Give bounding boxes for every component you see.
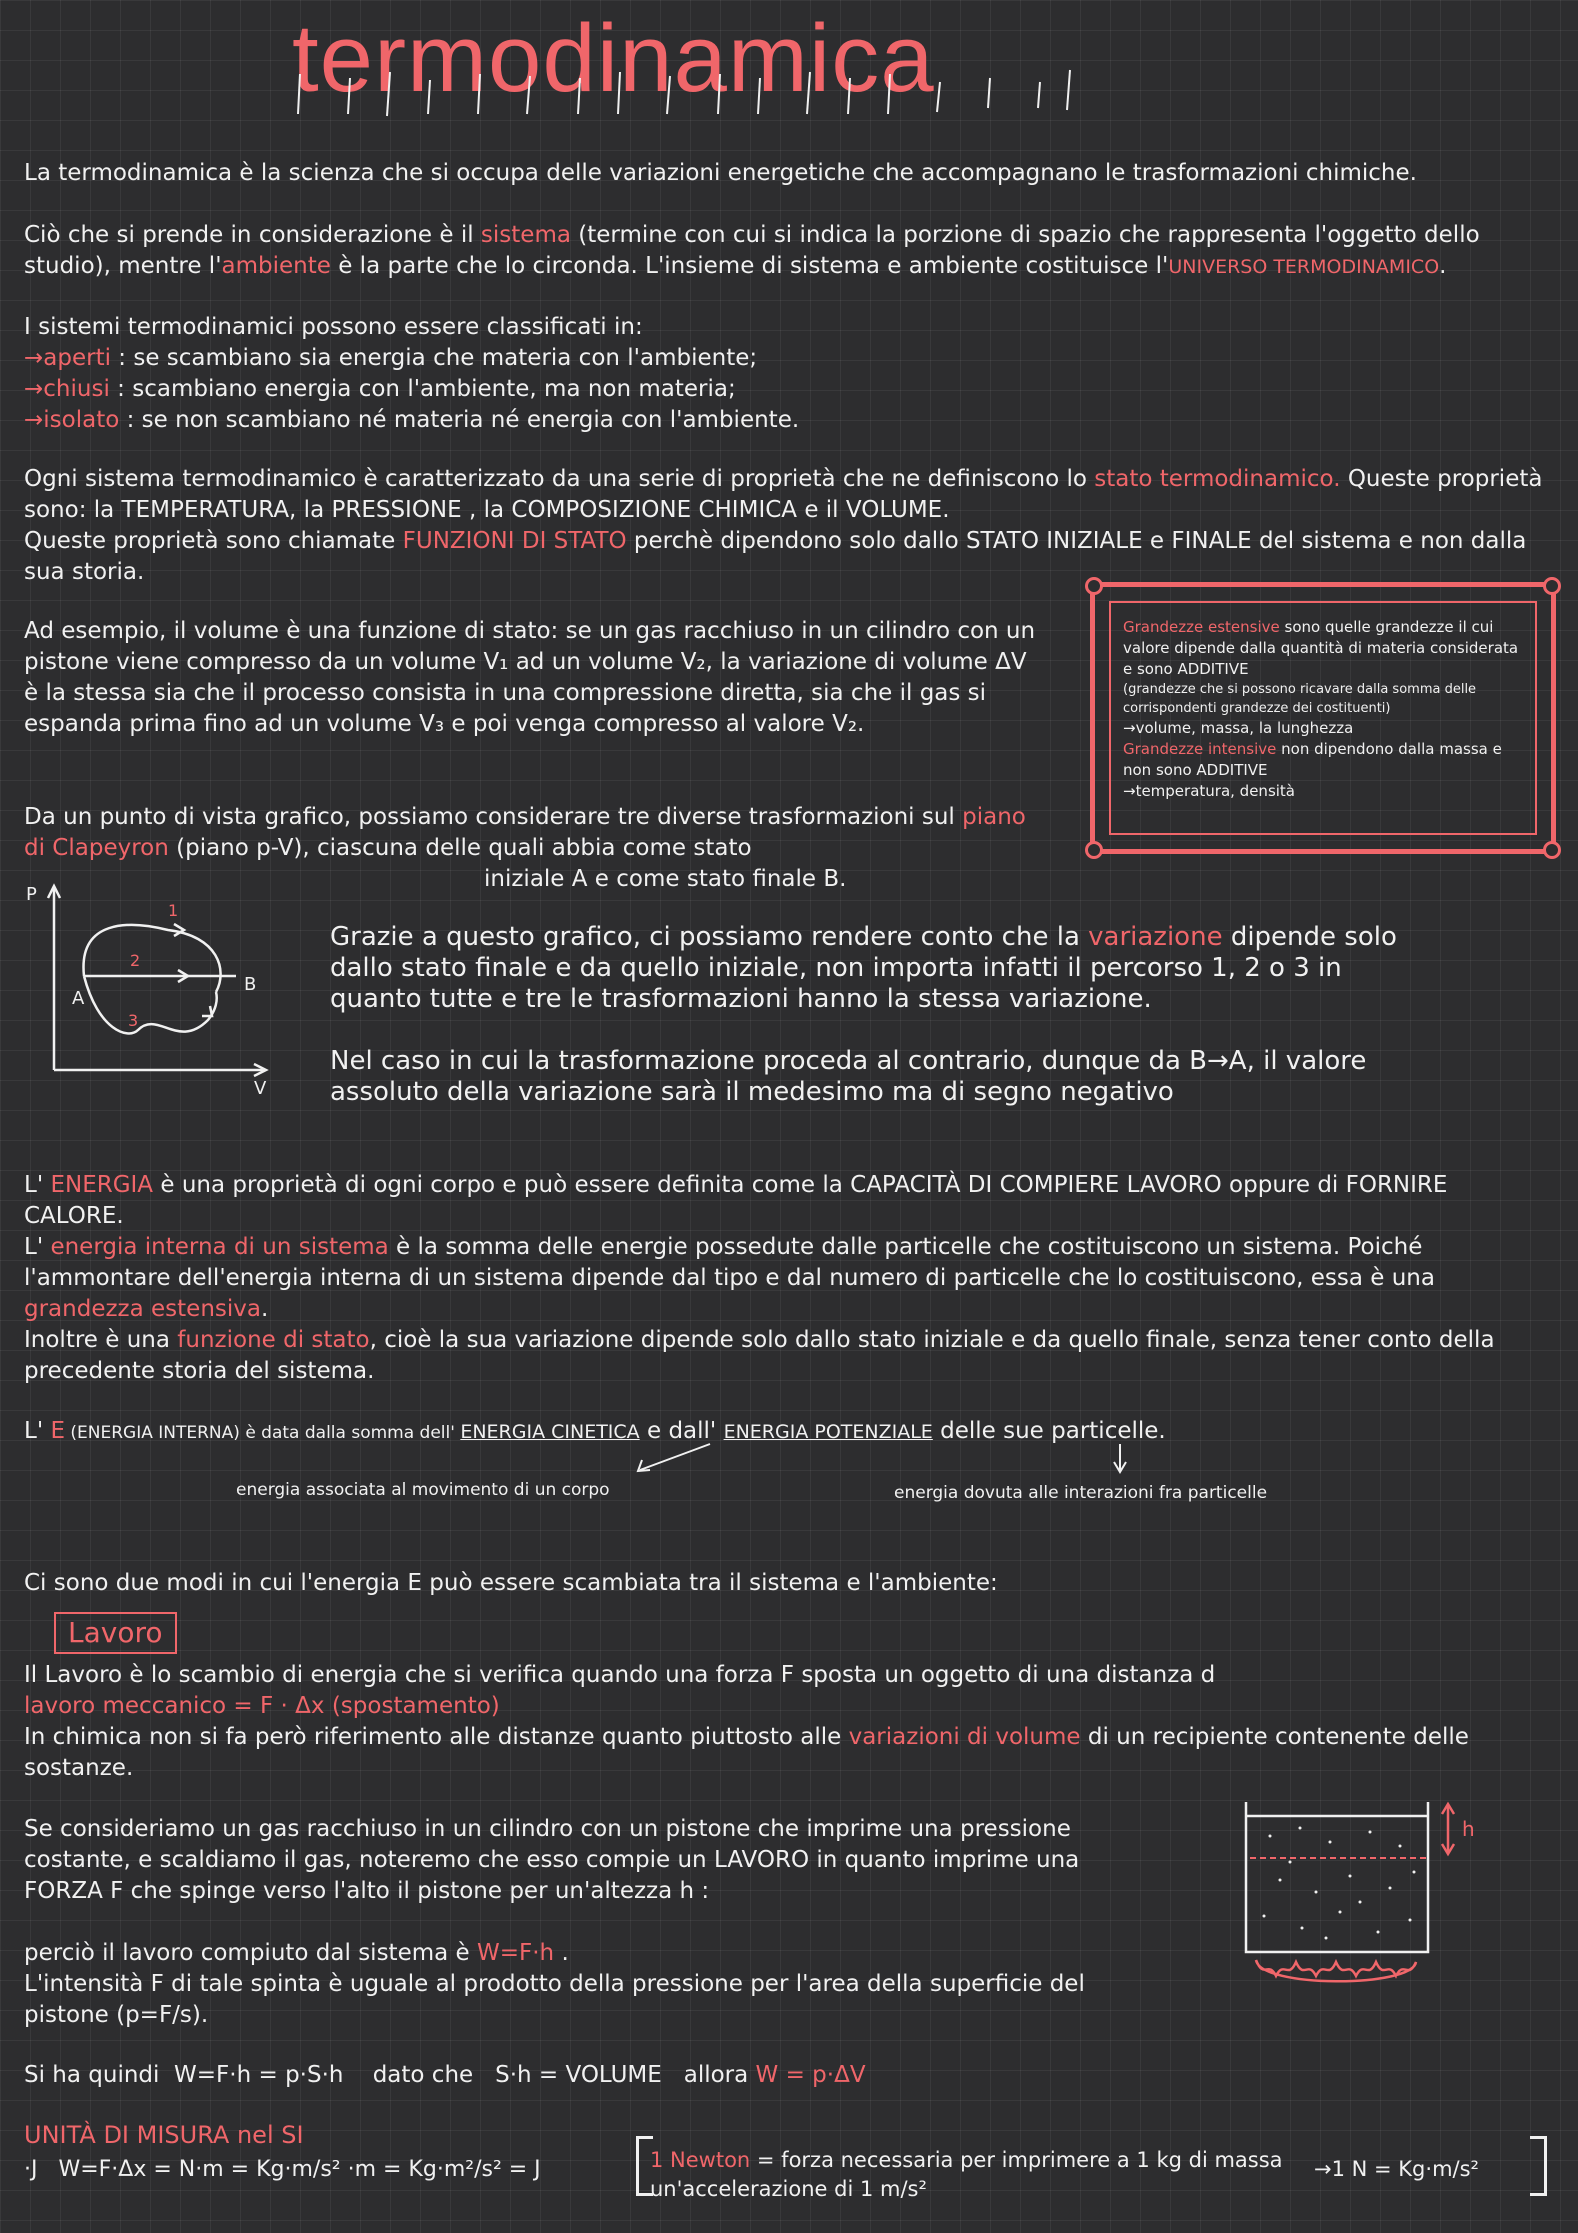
heat-flame xyxy=(1256,1960,1416,1981)
grandezze-box xyxy=(1090,582,1556,854)
box-corner xyxy=(1543,841,1561,859)
bracket-right xyxy=(1530,2136,1547,2196)
term-stato: stato termodinamico. xyxy=(1094,466,1341,492)
text: delle sue particelle. xyxy=(932,1418,1166,1444)
potential-note: energia dovuta alle interazioni fra particelle xyxy=(894,1483,1268,1503)
chemistry-work-paragraph xyxy=(24,1722,1554,1784)
text: è una proprietà di ogni corpo e può essere definita come la CAPACITÀ DI COMPIERE LAVORO oppure di FORNIRE CALORE. xyxy=(24,1172,1455,1229)
text: Queste proprietà sono: la TEMPERATURA, la PRESSIONE , la COMPOSIZIONE CHIMICA e il VOLUME. xyxy=(24,466,1550,523)
text: di un recipiente contenente delle sostanze. xyxy=(24,1724,1477,1781)
term-funzioni: FUNZIONI DI STATO xyxy=(402,528,627,554)
path-1 xyxy=(84,925,221,992)
intro-text: La termodinamica è la scienza che si occupa delle variazioni energetiche che accompagnano le trasformazioni chimiche. xyxy=(24,160,1417,186)
graph-paragraph xyxy=(24,802,1048,864)
kinetic-note: energia associata al movimento di un corpo xyxy=(236,1480,610,1500)
work-result xyxy=(24,1938,1138,1969)
term-cinetica: ENERGIA CINETICA xyxy=(460,1421,640,1443)
internal-energy-paragraph xyxy=(24,1232,1554,1325)
text: L' xyxy=(24,1172,51,1198)
term-ambiente: ambiente xyxy=(221,253,331,279)
cylinder xyxy=(1246,1802,1428,1952)
piston-diagram xyxy=(1240,1792,1480,1992)
text: (piano p-V), ciascuna delle quali abbia come stato xyxy=(168,835,752,861)
system-paragraph xyxy=(24,220,1554,283)
box-corner xyxy=(1085,841,1103,859)
piston-paragraph: Se consideriamo un gas racchiuso in un cilindro con un pistone che imprime una pressione costante, e scaldiamo il gas, noteremo che esso compie un LAVORO in quanto imprime una FORZA F che spinge verso l'alto il pistone per un'altezza h : xyxy=(24,1816,1087,1904)
type-item xyxy=(24,374,1554,405)
title-decoration xyxy=(290,64,1080,124)
work-volume-formula xyxy=(24,2060,1554,2091)
text: L' xyxy=(24,1418,51,1444)
point-b-label: B xyxy=(244,974,257,995)
work-definition: Il Lavoro è lo scambio di energia che si verifica quando una forza F sposta un oggetto di una distanza d xyxy=(24,1662,1216,1688)
text: Grazie a questo grafico, ci possiamo rendere conto che la xyxy=(330,922,1089,952)
type-item xyxy=(24,343,1554,374)
path-3 xyxy=(84,976,217,1033)
text: In chimica non si fa però riferimento alle distanze quanto piuttosto alle xyxy=(24,1724,849,1750)
type-desc: : se non scambiano né materia né energia con l'ambiente. xyxy=(119,407,800,433)
formula-pdv: W = p·ΔV xyxy=(755,2062,866,2088)
type-item xyxy=(24,405,1554,436)
text: dipende solo dallo stato finale e da quello iniziale, non importa infatti il percorso 1, 2 o 3 in quanto tutte e tre le trasformazioni hanno la stessa variazione. xyxy=(330,922,1406,1014)
mechanical-work-formula: lavoro meccanico = F · Δx (spostamento) xyxy=(24,1693,500,1719)
units-heading: UNITÀ DI MISURA nel SI xyxy=(24,2121,304,2149)
text: . xyxy=(261,1296,269,1322)
text: = forza necessaria per imprimere a 1 kg di massa un'accelerazione di 1 m/s² xyxy=(650,2148,1290,2201)
text: sono quelle grandezze il cui valore dipende dalla quantità di materia considerata e sono ADDITIVE xyxy=(1123,618,1519,678)
type-name: →chiusi xyxy=(24,376,110,402)
text: e dall' xyxy=(639,1418,724,1444)
term-energia: ENERGIA xyxy=(50,1172,154,1198)
box-line xyxy=(1123,617,1523,680)
formula-w: W=F·h xyxy=(477,1940,555,1966)
text: Ogni sistema termodinamico è caratterizzato da una serie di proprietà che ne definiscono lo xyxy=(24,466,1095,492)
box-corner xyxy=(1543,577,1561,595)
lavoro-heading: Lavoro xyxy=(54,1612,177,1654)
type-name: →isolato xyxy=(24,407,120,433)
box-line: →volume, massa, la lunghezza xyxy=(1123,719,1354,737)
classification-intro: I sistemi termodinamici possono essere classificati in: xyxy=(24,314,643,340)
point-a-label: A xyxy=(72,988,85,1009)
graph-explanation xyxy=(330,922,1428,1015)
newton-definition xyxy=(650,2146,1296,2204)
box-content xyxy=(1109,601,1537,835)
text: Da un punto di vista grafico, possiamo considerare tre diverse trasformazioni sul xyxy=(24,804,963,830)
term-intensive: Grandezze intensive xyxy=(1123,740,1277,758)
term-potenziale: ENERGIA POTENZIALE xyxy=(723,1421,933,1443)
y-axis-label: P xyxy=(26,884,37,905)
term-energia-interna: energia interna di un sistema xyxy=(50,1234,389,1260)
box-corner xyxy=(1085,577,1103,595)
path-3-label: 3 xyxy=(128,1011,139,1030)
page-title: termodinamica xyxy=(292,5,935,112)
term-universo: UNIVERSO TERMODINAMICO xyxy=(1168,256,1440,278)
newton-equation: →1 N = Kg·m/s² xyxy=(1314,2157,1479,2181)
path-1-label: 1 xyxy=(168,901,179,920)
x-axis-label: V xyxy=(254,1078,267,1099)
height-label: h xyxy=(1462,1817,1475,1841)
box-line: (grandezze che si possono ricavare dalla somma delle corrispondenti grandezze dei costituenti) xyxy=(1123,682,1477,716)
term-sistema: sistema xyxy=(480,222,571,248)
units-formula: ·J W=F·Δx = N·m = Kg·m/s² ·m = Kg·m²/s² = J xyxy=(24,2157,541,2182)
graph-paragraph-end: iniziale A e come stato finale B. xyxy=(484,866,847,892)
pressure-paragraph: L'intensità F di tale spinta è uguale al prodotto della pressione per l'area della superficie del pistone (p=F/s). xyxy=(24,1971,1093,2028)
text: è la parte che lo circonda. L'insieme di sistema e ambiente costituisce l' xyxy=(330,253,1169,279)
box-line: →temperatura, densità xyxy=(1123,782,1295,800)
term-estensive: Grandezze estensive xyxy=(1123,618,1280,636)
box-line xyxy=(1123,739,1523,781)
energy-arrows xyxy=(630,1440,1150,1476)
intro-paragraph xyxy=(24,158,1554,189)
example-paragraph: Ad esempio, il volume è una funzione di stato: se un gas racchiuso in un cilindro con un pistone viene compresso da un volume V₁ ad un volume V₂, la variazione di volume ΔV è la stessa sia che il processo consista in una compressione diretta, sia che il gas si espanda prima fino ad un volume V₃ e poi venga compresso al valore V₂. xyxy=(24,618,1043,737)
term-clapeyron: piano di Clapeyron xyxy=(24,804,1034,861)
text: . xyxy=(554,1940,569,1966)
text: è la somma delle energie possedute dalle particelle che costituiscono un sistema. Poiché l'ammontare dell'energia interna di un sistema dipende dal tipo e dal numero di particelle che lo costituiscono, essa è una xyxy=(24,1234,1443,1291)
term-newton: 1 Newton xyxy=(650,2148,751,2172)
state-function-paragraph xyxy=(24,1325,1554,1387)
text: (ENERGIA INTERNA) è data dalla somma dell' xyxy=(65,1423,461,1443)
term-variazione: variazione xyxy=(1088,922,1223,952)
text: perciò il lavoro compiuto dal sistema è xyxy=(24,1940,477,1966)
energy-paragraph xyxy=(24,1170,1554,1232)
graph-reverse: Nel caso in cui la trasformazione proceda al contrario, dunque da B→A, il valore assoluto della variazione sarà il medesimo ma di segno negativo xyxy=(330,1046,1375,1107)
pv-diagram xyxy=(18,880,298,1100)
path-2-label: 2 xyxy=(130,951,141,970)
text: Si ha quindi W=F·h = p·S·h dato che S·h = VOLUME allora xyxy=(24,2062,756,2088)
type-desc: : se scambiano sia energia che materia con l'ambiente; xyxy=(110,345,758,371)
text: (termine con cui si indica la porzione di spazio che rappresenta l'oggetto dello studio), mentre l' xyxy=(24,222,1487,279)
type-desc: : scambiano energia con l'ambiente, ma non materia; xyxy=(109,376,736,402)
term-grandezza-estensiva: grandezza estensiva xyxy=(24,1296,261,1322)
term-e: E xyxy=(50,1418,65,1444)
term-funzione-stato: funzione di stato xyxy=(177,1327,370,1353)
text: . xyxy=(1439,253,1447,279)
exchange-modes: Ci sono due modi in cui l'energia E può essere scambiata tra il sistema e l'ambiente: xyxy=(24,1570,998,1596)
text: L' xyxy=(24,1234,51,1260)
text: Ciò che si prende in considerazione è il xyxy=(24,222,481,248)
text: Inoltre è una xyxy=(24,1327,178,1353)
term-variazioni-volume: variazioni di volume xyxy=(848,1724,1081,1750)
type-name: →aperti xyxy=(24,345,111,371)
text: , cioè la sua variazione dipende solo dallo stato iniziale e da quello finale, senza tener conto della precedente storia del sistema. xyxy=(24,1327,1502,1384)
text: perchè dipendono solo dallo STATO INIZIALE e FINALE del sistema e non dalla sua storia. xyxy=(24,528,1534,585)
text: Queste proprietà sono chiamate xyxy=(24,528,403,554)
text: non dipendono dalla massa e non sono ADDITIVE xyxy=(1123,740,1502,779)
state-functions-paragraph xyxy=(24,526,1554,588)
state-paragraph xyxy=(24,464,1554,526)
